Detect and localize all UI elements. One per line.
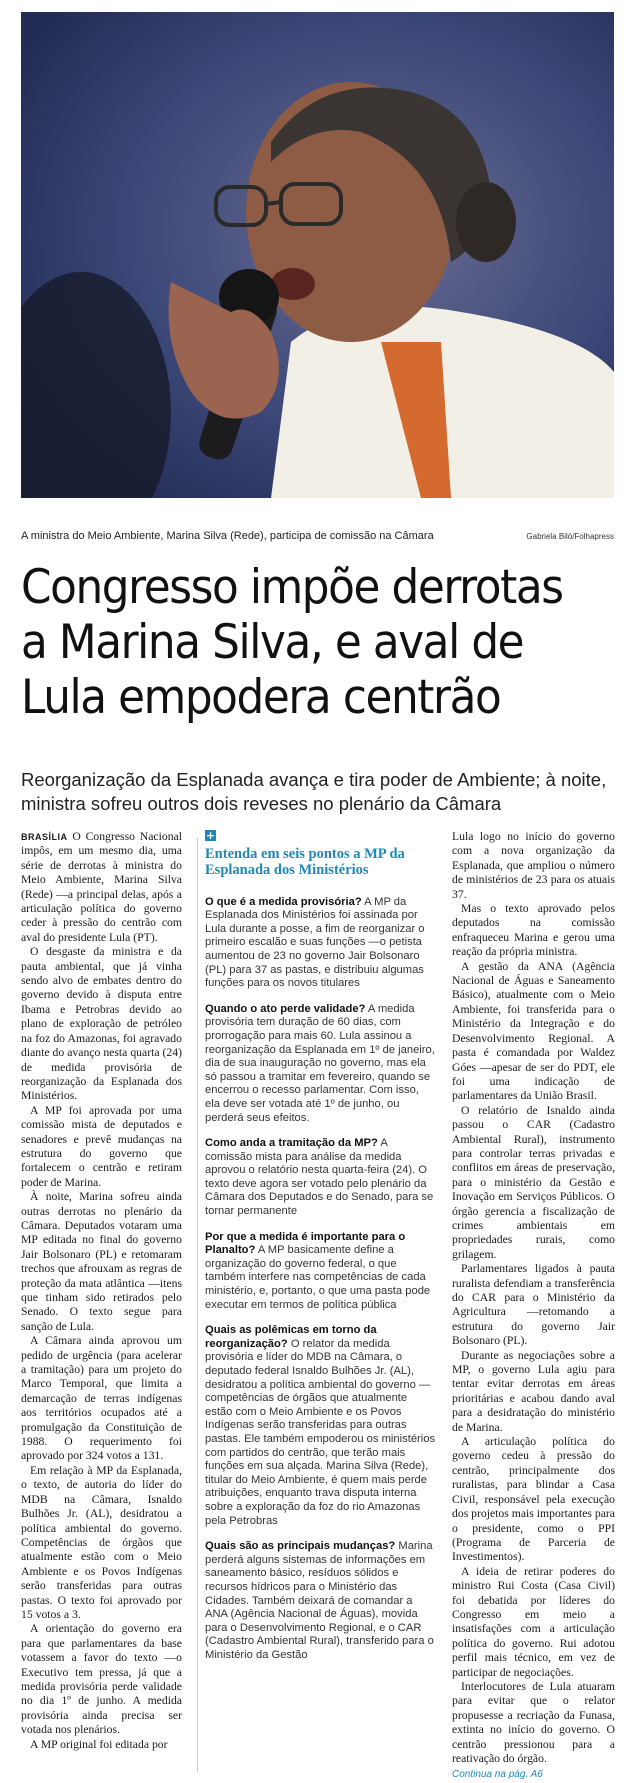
article-column-1 — [21, 830, 182, 1752]
headline: Congresso impõe derrotas a Marina Silva, e aval de Lula empodera centrão — [21, 560, 563, 725]
photo-illustration — [21, 12, 614, 498]
article-paragraph: A Câmara ainda aprovou um pedido de urgência (para acelerar a tramitação) para um projeto do Marco Temporal, que limita a demarcação de terras indígenas aos territórios ocupados até a promulgação da Constituição de 1988. O requerimento foi aprovado por 324 votos a 131. — [21, 1334, 182, 1463]
article-paragraph: Mas o texto aprovado pelos deputados na comissão enfraqueceu Marina e gerou uma reação da própria ministra. — [452, 902, 615, 959]
article-paragraph: O relatório de Isnaldo ainda passou o CAR (Cadastro Ambiental Rural), instrumento para controlar terras privadas e conflitos em áreas de preservação, para o ministério da Gestão e Inovação em Serviços Públicos. O órgão gerencia a fiscalização de crimes ambientais em propriedades rurais, como grilagem. — [452, 1103, 615, 1261]
article-paragraph: A MP foi aprovada por uma comissão mista de deputados e senadores e prevê mudanças na estrutura do governo que fortalecem o centrão e retiram poder de Marina. — [21, 1103, 182, 1189]
article-paragraph: A articulação política do governo cedeu à pressão do centrão, principalmente dos ruralistas, para blindar a Casa Civil, responsável pela execução dos projetos mais importantes para o presidente, como o PPI (Programa de Parceria de Investimentos). — [452, 1435, 615, 1564]
article-paragraph: A gestão da ANA (Agência Nacional de Águas e Saneamento Básico), atualmente com o Meio Ambiente, foi transferida para o Ministério da Integração e do Desenvolvimento Regional. A pasta é comandada por Waldez Góes —apesar de ser do PDT, ele foi uma indicação de parlamentares da União Brasil. — [452, 959, 615, 1103]
plus-icon: + — [205, 829, 216, 842]
article-paragraph: BRASÍLIA O Congresso Nacional impôs, em um mesmo dia, uma série de derrotas à ministra do Meio Ambiente, Marina Silva (Rede) —a principal delas, após a articulação política do governo ceder à pressão do centrão com aval do presidente Lula (PT). — [21, 830, 182, 944]
photo-caption: A ministra do Meio Ambiente, Marina Silva (Rede), participa de comissão na Câmara — [21, 530, 434, 542]
article-column-3 — [452, 830, 615, 1783]
explainer-item: Quais são as principais mudanças? Marina perderá alguns sistemas de informações em saneamento básico, resíduos sólidos e recursos hídricos para o Ministério das Cidades. Também deixará de comandar a ANA (Agência Nacional de Águas), movida para o Desenvolvimento Regional, e o CAR (Cadastro Ambiental Rural), transferido para o Ministério da Gestão — [205, 1540, 434, 1661]
explainer-item: Quais as polêmicas em torno da reorganização? O relator da medida provisória e líder do MDB na Câmara, o deputado federal Isnaldo Bulhões Jr. (AL), desidratou a política ambiental do governo —competências de órgãos que atualmente estão com o Meio Ambiente e os Povos Indígenas serão transferidas para outras pastas. Ele também empoderou os ministérios com partidos do centrão, que terão mais funções em sua alçada. Marina Silva (Rede), titular do Meio Ambiente, é quem mais perde atribuições, enquanto trava disputa interna sobre a exploração da foz do rio Amazonas pela Petrobras — [205, 1324, 436, 1527]
article-paragraph: Durante as negociações sobre a MP, o governo Lula agiu para tentar evitar derrotas em áreas prioritárias e acabou dando aval para a desidratação do ministério de Marina. — [452, 1348, 615, 1434]
explainer-item: Por que a medida é importante para o Planalto? A MP basicamente define a organização do governo federal, o que também interfere nas competências de cada ministério, e, portanto, o que uma pasta pode executar em termos de política pública — [205, 1230, 431, 1311]
article-paragraph: A MP original foi editada por — [30, 1737, 168, 1751]
article-paragraph: Lula logo no início do governo com a nova organização da Esplanada, que ampliou o número de ministérios de 23 para os atuais 37. — [452, 830, 615, 901]
article-paragraph: A ideia de retirar poderes do ministro Rui Costa (Casa Civil) foi debatida por líderes do Congresso em meio a insatisfações com a articulação política do governo. Rui adotou perfil mais técnico, em vez de participar de negociações. — [452, 1564, 615, 1679]
article-paragraph: Em relação à MP da Esplanada, o texto, de autoria do líder do MDB na Câmara, Isnaldo Bulhões Jr. (AL), desidratou a política ambiental do governo. Competências de órgãos que atualmente estão com o Meio Ambiente e os Povos Indígenas serão transferidas para outras pastas. O texto foi aprovado por 15 votos a 3. — [21, 1463, 182, 1621]
continued-link[interactable]: Continua na pág. A6 — [452, 1769, 543, 1781]
explainer-item: O que é a medida provisória? A MP da Esplanada dos Ministérios foi assinada por Lula durante a posse, a fim de reorganizar o primeiro escalão e suas funções —o petista aumentou de 23 no governo Jair Bolsonaro (PL) para 37 as pastas, e distribuiu algumas funções para os novos titulares — [205, 895, 425, 990]
article-paragraph: A orientação do governo era para que parlamentares da base votassem a favor do texto —o Executivo tem pressa, já que a medida provisória perde validade no dia 1º de junho. A medida provisória ainda precisa ser votada nos plenários. — [21, 1622, 182, 1737]
explainer-item: Quando o ato perde validade? A medida provisória tem duração de 60 dias, com prorrogação para mais 60. Lula assinou a reorganização da Esplanada em 1º de janeiro, dia de sua inauguração no governo, mas ela só passou a tramitar em fevereiro, quando se encerrou o recesso parlamentar. Com isso, ela deve ser votada até 1º de junho, ou perderá seus efeitos. — [205, 1002, 435, 1124]
article-paragraph: O desgaste da ministra e da pauta ambiental, que já vinha sendo alvo de embates dentro do governo devido à disputa entre Ibama e Petrobras devido ao plano de exploração de petróleo na foz do Amazonas, foi agravado diante do avanço nesta quarta (24) de medida provisória de reorganização da Esplanada dos Ministérios. — [21, 945, 182, 1103]
dateline: BRASÍLIA — [21, 832, 68, 842]
column-divider — [197, 838, 198, 1773]
explainer-title: Entenda em seis pontos a MP da Esplanada dos Ministérios — [205, 845, 405, 878]
article-paragraph: À noite, Marina sofreu ainda outras derrotas no plenário da Câmara. Deputados votaram uma MP editada no final do governo Jair Bolsonaro (PL) e retomaram trechos que afrouxam as regras de proteção da mata atlântica —itens que tinham sido retirados pelo Senado. O texto segue para sanção de Lula. — [21, 1190, 182, 1333]
photo-credit: Gabriela Biló/Folhapress — [526, 532, 614, 541]
subheadline: Reorganização da Esplanada avança e tira poder de Ambiente; à noite, ministra sofreu outros dois reveses no plenário da Câmara — [21, 769, 607, 814]
article-paragraph: Parlamentares ligados à pauta ruralista defendiam a transferência do CAR para o Ministério da Agricultura —retomando a estrutura do governo Jair Bolsonaro (PL). — [452, 1262, 615, 1348]
explainer-box — [205, 830, 436, 1674]
article-paragraph: Interlocutores de Lula atuaram para evitar que o relator propusesse a recriação da Funasa, extinta no início do governo. O centrão pressionou para a reativação do órgão. — [452, 1679, 615, 1765]
news-photo — [21, 12, 614, 498]
explainer-item: Como anda a tramitação da MP? A comissão mista para análise da medida aprovou o relatório nesta quarta-feira (24). O texto deve agora ser votado pelo plenário da Câmara dos Deputados e do Senado, para se tornar permanente — [205, 1137, 434, 1218]
